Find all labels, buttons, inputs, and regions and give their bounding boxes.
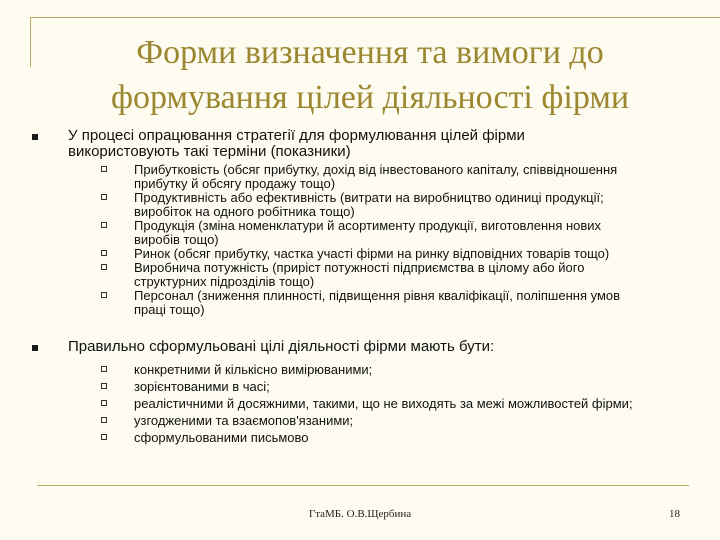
list-item-line-2: виробіток на одного робітника тощо) — [134, 204, 355, 219]
hollow-square-bullet-icon — [101, 434, 107, 440]
square-bullet-icon — [32, 345, 38, 351]
page-number: 18 — [669, 508, 680, 520]
list-item — [68, 219, 680, 247]
list-item-text: зорієнтованими в часі; — [134, 379, 270, 394]
hollow-square-bullet-icon — [101, 264, 107, 270]
list-item-text: узгодженими та взаємопов'язаними; — [134, 413, 354, 428]
hollow-square-bullet-icon — [101, 383, 107, 389]
square-bullet-icon — [32, 134, 38, 140]
list-item — [68, 289, 680, 317]
section-1 — [30, 128, 680, 317]
list-item — [68, 191, 680, 219]
hollow-square-bullet-icon — [101, 194, 107, 200]
section-2-intro: Правильно сформульовані цілі діяльності фірми мають бути: — [68, 338, 495, 355]
footer-divider — [37, 485, 689, 486]
list-item-line-1: Прибутковість (обсяг прибутку, дохід від інвестованого капіталу, співвідношення — [134, 162, 618, 177]
footer-author: ГтаМБ. О.В.Щербина — [308, 508, 412, 520]
section-1-intro-line-1: У процесі опрацювання стратегії для формулювання цілей фірми — [68, 127, 525, 144]
section-1-intro-line-2: використовують такі терміни (показники) — [68, 143, 351, 160]
list-item-line-2: структурних підрозділів тощо) — [134, 274, 315, 289]
hollow-square-bullet-icon — [101, 250, 107, 256]
list-item — [68, 429, 680, 446]
slide-title — [40, 30, 700, 120]
hollow-square-bullet-icon — [101, 166, 107, 172]
section-2 — [30, 339, 680, 446]
section-1-list — [68, 163, 680, 317]
title-line-1: Форми визначення та вимоги до — [136, 34, 604, 71]
hollow-square-bullet-icon — [101, 417, 107, 423]
list-item-line-1: Продуктивність або ефективність (витрати на виробництво одиниці продукції; — [134, 190, 604, 205]
list-item-text: конкретними й кількісно вимірюваними; — [134, 362, 373, 377]
list-item-line-1: Ринок (обсяг прибутку, частка участі фірми на ринку відповідних товарів тощо) — [134, 246, 610, 261]
hollow-square-bullet-icon — [101, 400, 107, 406]
list-item — [68, 378, 680, 395]
list-item-line-2: прибутку й обсягу продажу тощо) — [134, 176, 336, 191]
section-2-list — [68, 361, 680, 446]
list-item — [68, 395, 680, 412]
left-frame-line — [30, 17, 31, 67]
hollow-square-bullet-icon — [101, 292, 107, 298]
list-item-line-2: виробів тощо) — [134, 232, 219, 247]
title-line-2: формування цілей діяльності фірми — [110, 79, 630, 116]
list-item-line-2: праці тощо) — [134, 302, 205, 317]
list-item — [68, 163, 680, 191]
list-item-text: реалістичними й досяжними, такими, що не виходять за межі можливостей фірми; — [134, 396, 633, 411]
top-frame-line — [30, 17, 720, 18]
list-item-line-1: Продукція (зміна номенклатури й асортименту продукції, виготовлення нових — [134, 218, 602, 233]
list-item — [68, 412, 680, 429]
list-item — [68, 247, 680, 261]
list-item — [68, 361, 680, 378]
slide-content — [30, 128, 680, 446]
hollow-square-bullet-icon — [101, 222, 107, 228]
list-item-text: сформульованими письмово — [134, 430, 309, 445]
list-item-line-1: Персонал (зниження плинності, підвищення рівня кваліфікації, поліпшення умов — [134, 288, 621, 303]
list-item-line-1: Виробнича потужність (приріст потужності підприємства в цілому або його — [134, 260, 585, 275]
hollow-square-bullet-icon — [101, 366, 107, 372]
list-item — [68, 261, 680, 289]
